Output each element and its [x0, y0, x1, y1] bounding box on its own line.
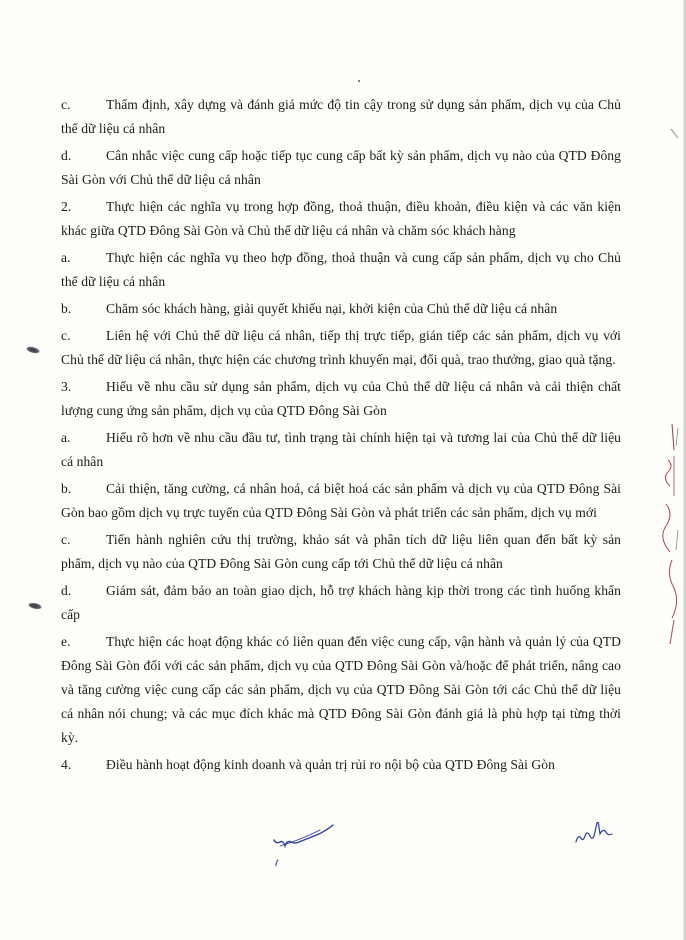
paragraph	[61, 477, 621, 525]
punch-hole-mark	[25, 345, 40, 354]
paragraph	[61, 528, 621, 576]
scan-dot	[358, 80, 360, 82]
paragraph-text: Giám sát, đảm bảo an toàn giao dịch, hỗ trợ khách hàng kịp thời trong các tình huống khẩn cấp	[61, 583, 621, 622]
list-marker: c.	[61, 328, 71, 343]
paragraph-text: Hiểu về nhu cầu sử dụng sản phẩm, dịch vụ của Chủ thể dữ liệu cá nhân và cải thiện chất lượng cung ứng sản phẩm, dịch vụ của QTD Đông Sài Gòn	[61, 379, 621, 418]
list-marker: b.	[61, 301, 72, 316]
list-marker: b.	[61, 481, 72, 496]
paragraph	[61, 375, 621, 423]
paragraph-text: Cân nhắc việc cung cấp hoặc tiếp tục cung cấp bất kỳ sản phẩm, dịch vụ nào của QTD Đông Sài Gòn với Chủ thể dữ liệu cá nhân	[61, 148, 621, 187]
list-marker: 4.	[61, 757, 72, 772]
paragraph-text: Điều hành hoạt động kinh doanh và quản trị rủi ro nội bộ của QTD Đông Sài Gòn	[106, 757, 555, 772]
list-marker: 2.	[61, 199, 72, 214]
paragraph	[61, 144, 621, 192]
paragraph-text: Hiểu rõ hơn về nhu cầu đầu tư, tình trạng tài chính hiện tại và tương lai của Chủ thể dữ liệu cá nhân	[61, 430, 621, 469]
list-marker: a.	[61, 430, 71, 445]
paragraph-text: Thực hiện các hoạt động khác có liên quan đến việc cung cấp, vận hành và quản lý của QTD Đông Sài Gòn đối với các sản phẩm, dịch vụ của QTD Đông Sài Gòn và/hoặc để phát triển, nâng cao và tăng cường việc cung cấp các sản phẩm, dịch vụ của QTD Đông Sài Gòn tới các Chủ thể dữ liệu cá nhân nói chung; và các mục đích khác mà QTD Đông Sài Gòn đánh giá là phù hợp tại từng thời kỳ.	[61, 634, 621, 745]
margin-handwriting-mark	[652, 420, 682, 650]
paragraph	[61, 246, 621, 294]
paragraph	[61, 426, 621, 474]
paragraph	[61, 630, 621, 750]
paragraph-text: Thẩm định, xây dựng và đánh giá mức độ tin cậy trong sử dụng sản phẩm, dịch vụ của Chủ thể dữ liệu cá nhân	[61, 97, 621, 136]
list-marker: a.	[61, 250, 71, 265]
list-marker: d.	[61, 583, 72, 598]
list-marker: c.	[61, 97, 71, 112]
paragraph	[61, 195, 621, 243]
document-body	[61, 93, 621, 780]
punch-hole-mark	[28, 602, 43, 611]
list-marker: d.	[61, 148, 72, 163]
paragraph	[61, 579, 621, 627]
paragraph-text: Liên hệ với Chủ thể dữ liệu cá nhân, tiếp thị trực tiếp, gián tiếp các sản phẩm, dịch vụ với Chủ thể dữ liệu cá nhân, thực hiện các chương trình khuyến mại, đổi quà, trao thưởng, giao quà tặng.	[61, 328, 621, 367]
paragraph-text: Chăm sóc khách hàng, giải quyết khiếu nại, khởi kiện của Chủ thể dữ liệu cá nhân	[106, 301, 558, 316]
signature-initials-mark	[574, 822, 618, 848]
paragraph	[61, 753, 621, 777]
paragraph	[61, 297, 621, 321]
list-marker: e.	[61, 634, 71, 649]
paragraph-text: Thực hiện các nghĩa vụ trong hợp đồng, thoả thuận, điều khoản, điều kiện và các văn kiện khác giữa QTD Đông Sài Gòn và Chủ thể dữ liệu cá nhân và chăm sóc khách hàng	[61, 199, 621, 238]
paragraph-text: Thực hiện các nghĩa vụ theo hợp đồng, thoả thuận và cung cấp sản phẩm, dịch vụ cho Chủ thể dữ liệu cá nhân	[61, 250, 621, 289]
signature-initials-mark	[270, 822, 340, 870]
paragraph	[61, 93, 621, 141]
paragraph-text: Tiến hành nghiên cứu thị trường, khảo sát và phân tích dữ liệu liên quan đến bất kỳ sản phẩm, dịch vụ nào của QTD Đông Sài Gòn cung cấp tới Chủ thể dữ liệu cá nhân	[61, 532, 621, 571]
paragraph	[61, 324, 621, 372]
list-marker: 3.	[61, 379, 72, 394]
corner-tick-mark	[670, 128, 680, 140]
list-marker: c.	[61, 532, 71, 547]
paragraph-text: Cải thiện, tăng cường, cá nhân hoá, cá biệt hoá các sản phẩm và dịch vụ của QTD Đông Sài Gòn bao gồm dịch vụ trực tuyến của QTD Đông Sài Gòn và phát triển các sản phẩm, dịch vụ mới	[61, 481, 621, 520]
